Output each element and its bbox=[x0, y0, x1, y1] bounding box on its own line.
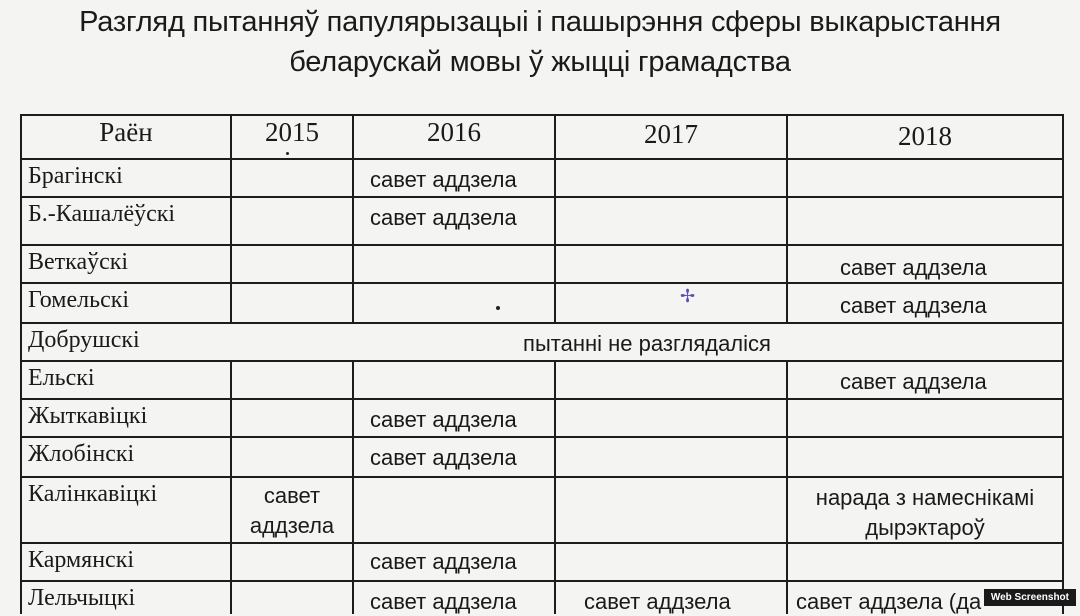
value-cell-2015-line1: савет bbox=[263, 483, 321, 508]
district-cell: Гомельскі bbox=[28, 287, 130, 313]
value-cell-2016: савет аддзела bbox=[370, 205, 517, 230]
district-cell: Жыткавіцкі bbox=[28, 403, 148, 429]
col-divider bbox=[554, 360, 556, 614]
row-divider bbox=[20, 580, 1064, 582]
row-divider bbox=[20, 398, 1064, 400]
header-2016: 2016 bbox=[427, 117, 481, 147]
header-2018: 2018 bbox=[898, 121, 952, 151]
col-divider bbox=[352, 360, 354, 614]
ink-mark: ✢ bbox=[680, 286, 696, 306]
document-title bbox=[0, 2, 1080, 82]
row-divider bbox=[20, 322, 1064, 324]
district-cell: Добрушскі bbox=[28, 327, 140, 353]
district-table bbox=[20, 114, 1064, 614]
row-divider bbox=[20, 542, 1064, 544]
district-cell: Кармянскі bbox=[28, 547, 135, 573]
value-cell-2015-line2: аддзела bbox=[249, 513, 335, 538]
district-cell: Калінкавіцкі bbox=[28, 481, 158, 507]
district-cell: Веткаўскі bbox=[28, 249, 129, 275]
web-screenshot-watermark: Web Screenshot bbox=[984, 589, 1076, 606]
row-divider bbox=[20, 244, 1064, 246]
district-cell: Ельскі bbox=[28, 365, 95, 391]
ink-speck bbox=[286, 152, 289, 155]
value-cell-2018: савет аддзела bbox=[840, 293, 987, 318]
row-divider bbox=[20, 360, 1064, 362]
value-cell-2018: савет аддзела bbox=[840, 369, 987, 394]
value-cell-2018: савет аддзела bbox=[840, 255, 987, 280]
row-divider bbox=[20, 436, 1064, 438]
header-district: Раён bbox=[99, 117, 153, 147]
value-cell-2016: савет аддзела bbox=[370, 407, 517, 432]
value-cell-2016: савет аддзела bbox=[370, 549, 517, 574]
value-cell-2016: савет аддзела bbox=[370, 445, 517, 470]
row-divider bbox=[20, 196, 1064, 198]
header-divider bbox=[20, 158, 1064, 160]
title-line-1: Разгляд пытанняў папулярызацыі і пашырэння сферы выкарыстання bbox=[79, 6, 1001, 38]
table-border-left bbox=[20, 114, 22, 614]
table-border-right bbox=[1062, 114, 1064, 614]
district-cell: Б.-Кашалёўскі bbox=[28, 201, 176, 227]
value-cell-2017: савет аддзела bbox=[584, 589, 731, 614]
merged-value-cell: пытанні не разглядаліся bbox=[523, 331, 771, 356]
district-cell: Лельчыцкі bbox=[28, 585, 136, 611]
row-divider bbox=[20, 282, 1064, 284]
district-cell: Брагінскі bbox=[28, 163, 123, 189]
value-cell-2018-line1: нарада з намеснікамі bbox=[815, 485, 1035, 510]
header-2015: 2015 bbox=[265, 117, 319, 147]
value-cell-2016: савет аддзела bbox=[370, 167, 517, 192]
ink-speck bbox=[496, 306, 500, 310]
table-border-top bbox=[20, 114, 1064, 116]
district-cell: Жлобінскі bbox=[28, 441, 135, 467]
title-line-2: беларускай мовы ў жыцці грамадства bbox=[289, 46, 791, 78]
row-divider bbox=[20, 476, 1064, 478]
value-cell-2018: савет аддзела (да bbox=[796, 589, 982, 614]
value-cell-2016: савет аддзела bbox=[370, 589, 517, 614]
value-cell-2018-line2: дырэктароў bbox=[865, 515, 985, 540]
header-2017: 2017 bbox=[644, 119, 698, 149]
